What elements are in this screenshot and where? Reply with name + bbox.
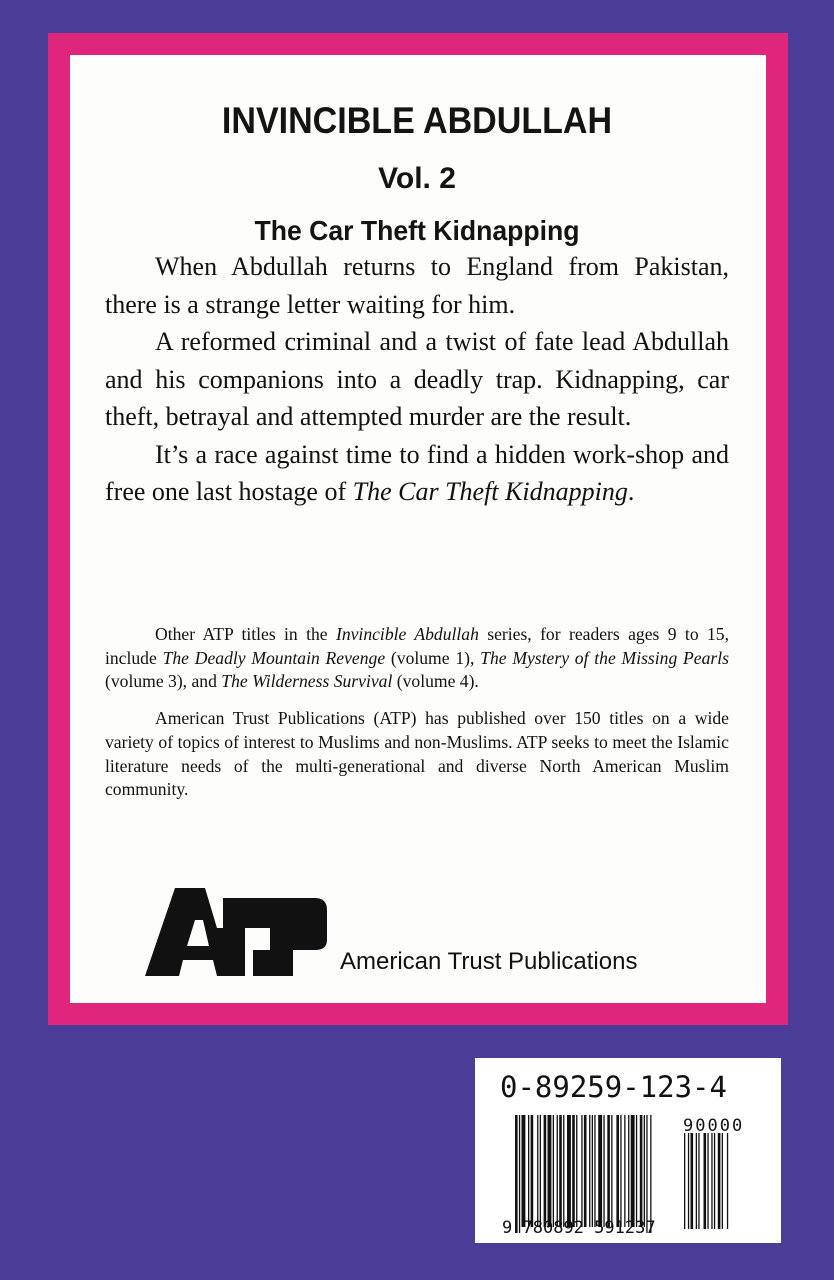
addon-bar <box>691 1133 694 1229</box>
addon-bar <box>688 1133 689 1229</box>
barcode-bar <box>624 1115 625 1227</box>
note-title: The Wilderness Survival <box>221 671 393 692</box>
barcode-bar <box>557 1115 558 1227</box>
barcode-bar <box>594 1115 595 1227</box>
barcode-bar <box>522 1115 526 1227</box>
note-title: The Deadly Mountain Revenge <box>162 647 386 668</box>
addon-bar <box>711 1133 712 1229</box>
addon-bar <box>704 1133 707 1229</box>
notes <box>105 623 729 815</box>
note-text: (volume 1), <box>385 647 481 668</box>
price-addon-code: 90000 <box>683 1116 745 1136</box>
barcode-bar <box>620 1115 621 1227</box>
barcode-bar <box>567 1115 571 1227</box>
ean-digits: 780892 591237 <box>522 1218 656 1238</box>
ean-lead-digit: 9 <box>502 1218 513 1238</box>
barcode-bar <box>607 1115 610 1227</box>
barcode-bar <box>559 1115 562 1227</box>
blurb-title-ref: The Car Theft Kidnapping <box>352 477 628 506</box>
note-text: Other ATP titles in the <box>155 624 336 644</box>
barcode-bar <box>553 1115 554 1227</box>
barcode-bar <box>531 1115 534 1227</box>
addon-bar <box>714 1133 715 1229</box>
barcode-bar <box>537 1115 538 1227</box>
barcode-bar <box>611 1115 612 1227</box>
barcode-label <box>475 1058 781 1243</box>
barcode-bar <box>519 1115 520 1233</box>
note-text: (volume 4). <box>392 671 479 692</box>
book-subtitle: The Car Theft Kidnapping <box>254 215 580 246</box>
addon-bar <box>698 1133 699 1229</box>
publisher-note: American Trust Publications (ATP) has published over 150 titles on a wide variety of topics of interest to Muslims and non-Muslims. ATP seeks to meet the Islamic literature needs of the multi-generational and diverse North American Muslim community. <box>105 708 729 800</box>
barcode-bar <box>616 1115 619 1227</box>
barcode-bar <box>603 1115 604 1227</box>
barcode-bar <box>515 1115 518 1233</box>
series-note <box>105 623 729 694</box>
barcode-bar <box>528 1115 529 1227</box>
volume-label: Vol. 2 <box>378 162 456 195</box>
isbn-number: 0-89259-123-4 <box>500 1070 727 1104</box>
ean-number <box>502 1218 656 1238</box>
blurb-paragraph <box>105 323 729 436</box>
addon-bar <box>707 1133 708 1229</box>
barcode-bar <box>592 1115 593 1227</box>
barcode-bar <box>548 1115 552 1227</box>
note-title: The Mystery of the Missing Pearls <box>480 647 729 668</box>
blurb-text: It’s a race against time to find a hidden work-shop and free one last hostage of <box>105 439 729 506</box>
note-text: (volume 3), and <box>105 671 222 692</box>
note-text: series, for readers ages 9 to 15, include <box>105 624 729 668</box>
barcode-bar <box>644 1115 645 1227</box>
addon-bar <box>718 1133 721 1229</box>
barcode-bar <box>572 1115 575 1227</box>
note-title: Invincible Abdullah <box>335 624 479 644</box>
barcode-bar <box>640 1115 643 1227</box>
addon-bar <box>696 1133 697 1229</box>
book-title: INVINCIBLE ABDULLAH <box>221 100 613 141</box>
barcode-bar <box>581 1115 582 1227</box>
blurb-text: When Abdullah returns to England from Pakistan, there is a strange letter waiting for him. <box>105 252 729 319</box>
blurb-text: A reformed criminal and a twist of fate lead Abdullah and his companions into a deadly trap. Kidnapping, car theft, betrayal and attempted murder are the result. <box>105 327 729 431</box>
publisher-name: American Trust Publications <box>340 948 638 975</box>
atp-logo <box>145 888 327 976</box>
barcode-bar <box>598 1115 602 1227</box>
cover-panel <box>70 55 766 1003</box>
addon-bar <box>684 1133 685 1229</box>
addon-bar <box>722 1133 723 1229</box>
barcode-bar <box>646 1115 647 1233</box>
barcode-bar <box>636 1115 637 1227</box>
blurb <box>105 248 729 511</box>
addon-bar <box>727 1133 728 1229</box>
barcode-bar <box>628 1115 629 1227</box>
blurb-text: . <box>627 477 635 506</box>
barcode-bar <box>563 1115 564 1227</box>
barcode-bar <box>584 1115 587 1227</box>
barcode-bar <box>544 1115 547 1227</box>
blurb-paragraph <box>105 248 729 323</box>
barcode-bar <box>631 1115 635 1227</box>
barcode-bar <box>540 1115 541 1227</box>
barcode-bar <box>589 1115 590 1227</box>
barcode-bar <box>576 1115 577 1227</box>
barcode-bar <box>650 1115 651 1233</box>
blurb-paragraph <box>105 436 729 511</box>
